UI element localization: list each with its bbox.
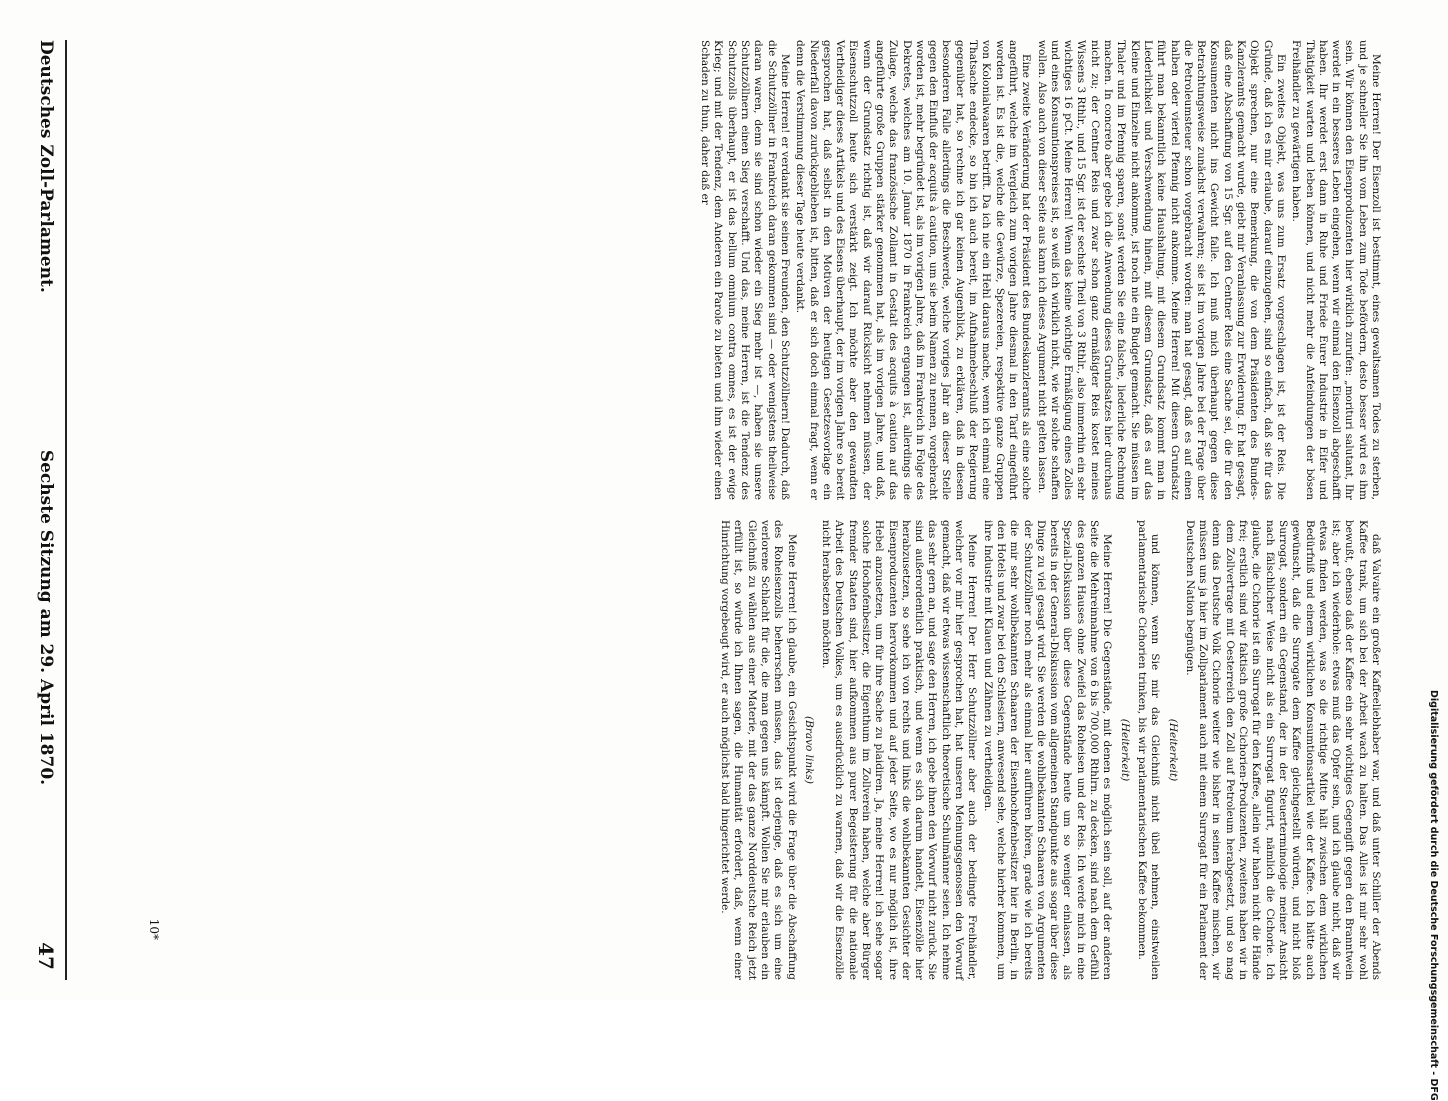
page-number: 47 <box>34 942 58 970</box>
left-column <box>82 520 1382 980</box>
paragraph: (Bravo links) <box>802 715 815 784</box>
paragraph: daß Valvaire ein großer Kaffeeliebhaber war, und daß unter Schiller der Abends Kaffee trank, um sich bei der Arbeit wach zu halten. Das Alles ist mir sehr wohl bewußt, ebenso daß der Kaffee ein sehr wichtiges Gegengift gegen den Branntwein ist; aber ich wiederhole: etwas muß das Opfer sein, und ich glaube nicht, daß wir etwas finden werden, was so die richtige Mitte hält zwischen dem wirklichen Bedürfniß und einem wirklichen Konsumtionsartikel wie der Kaffee. Ich hätte auch gewünscht, daß die Surrogate dem Kaffee gleichgestellt würden, und nicht bloß Surrogat, sondern ein Gegenstand, der in der Steuerterminologie meiner Ansicht nach fälschlicher Weise nicht als ein Surrogat figurirt, nämlich die Cichorie. Ich glaube, die Cichorie ist ein Surrogat für den Kaffee, allein wir haben nicht die Hände frei; erstlich sind wir faktisch große Cichorien-Produzenten, zweitens haben wir in dem Zollvertrage mit Oesterreich den Zoll auf Petroleum herabgesetzt, und so mag denn das Deutsche Volk Cichorie weiter wie bisher in seinen Kaffee mischen, wir müssen uns ja hier im Zollparlament auch mit einem Surrogat für ein Parlament der Deutschen Nation begnügen. <box>1183 520 1382 980</box>
page-header <box>29 40 63 970</box>
header-left: Deutsches Zoll-Parlament. <box>36 40 56 293</box>
rotated-newspaper-page <box>17 0 1412 1000</box>
paragraph: Meine Herren! Der Herr Schutzzöllner aber auch der bedingte Freihändler, welcher vor mir hier gesprochen hat, hat unseren Meinungsgenossen den Vorwurf gemacht, daß wir etwas wissenschaftlich theoretische Schulmänner seien. Ich nehme das sehr gern an, und sage den Herren, ich gebe ihnen den Vorwurf nicht zurück. Sie sind außerordentlich praktisch, und wenn es sich darum handelt, Eisenzölle hier herabzusetzen, so sehe ich von rechts und links die wohlbekannten Gesichter der Eisenproduzenten hervorkommen und auf jeder Seite, wo es nur möglich ist, ihre Hebel anzusetzen, um für ihre Sache zu plaidiren. Ja, meine Herren! ich sehe sogar solche Hochofenbesitzer, die Eigenthum im Zollverein haben, welche aber Bürger fremder Staaten sind, hier aufkommen aus purer Begeisterung für die nationale Arbeit des Deutschen Volkes, um es ausdrücklich zu warnen, daß wir die Eisenzölle nicht herabsetzen möchten. <box>820 520 979 980</box>
paragraph: Meine Herren! er verdankt sie seinen Freunden, den Schutzzöllnern! Dadurch, daß die Schutzzöllner in Frankreich daran gekommen sind — oder wenigstens theilweise daran waren, denn sie sind schon wieder ein Sieg mehr ist —, haben sie unsere Schutzzöllnern einen Sieg verschafft. Und das, meine Herren, ist die Tendenz des Schutzzolls überhaupt, er ist das bellum omnium contra omnes, es ist der ewige Krieg; und mit der Tendenz, dem Anderen ein Parole zu bieten und ihm wieder einen Schaden zu thun, daher daß er <box>699 40 791 500</box>
paragraph: Meine Herren! ich glaube, ein Gesichtspunkt wird die Frage über die Abschaffung des Roheisenzolls beherrschen müssen, das ist derjenige, daß es sich um eine verlorene Schlacht für die, die man gegen uns kämpft. Wollen Sie mir erlauben ein Gleichniß zu wählen aus einer Materie, mit der das ganze Norddeutsche Reich jetzt erfüllt ist, so würde ich Ihnen sagen, die Humanität erfordert, daß, wenn einer Hinrichtung vorgebeugt wird, er auch möglichst bald hingerichtet werde. <box>719 520 798 980</box>
paragraph: (Heiterkeit) <box>1118 718 1131 782</box>
paragraph: Eine zweite Veränderung hat der Präsident des Bundeskanzleramts als eine solche angeführt, welche im Vergleich zum vorigen Jahre diesmal in den Tarif eingeführt worden ist. Es ist die, welche die Gewürze, Spezereien, respektive ganze Gruppen von Kolonialwaaren betrifft. Da ich nie ein Hehl daraus mache, wenn ich einmal eine Thatsache endecke, so bin ich auch bereit, im Aufnahmebeschluß der Regierung gegenüber hat, so rechne ich gar keinen Augenblick, zu erklären, daß in diesem besonderen Falle allerdings die Beschwerde, welche voriges Jahr an dieser Stelle gegen den Einfluß der acquits à caution, um sie beim Namen zu nennen, vorgebracht worden ist, mehr begründet ist, als im vorigen Jahre, daß im Frankreich in Folge des Dekretes, welches am 10. Januar 1870 in Frankreich ergangen ist, allerdings die Zulage, welche das französische Zollamt in Gestalt des acquits à caution auf das angeführte große Gruppen stärker genommen hat, als im vorigen Jahre, und daß, wenn der Grundsatz richtig ist, daß wir darauf Rücksicht nehmen müssen, der Eisenschutzzoll heute sich verstärkt zeigt. Ich möchte aber den gewandten Vertheidiger dieses Artikels und des Eisens überhaupt, der im vorigen Jahre so bereit gesprochen hat, daß selbst in den Motiven der heutigen Gesetzesvorlage ein Niederfall davon zurückgeblieben ist, bitten, daß er sich doch einmal fragt, wenn er denn die Verstimmung dieser Tage heute verdankt. <box>794 40 1033 500</box>
paragraph: Ein zweites Objekt, was uns zum Ersatz vorgeschlagen ist, ist der Reis. Die Gründe, daß ich es mir erlaube, darauf einzugehen, sind so einfach, daß sie für das Objekt sprechen, nur eine Bemerkung, die von dem Präsidenten des Bundes-Kanzleramts gemacht wurde, giebt mir Veranlassung zur Erwiderung. Er hat gesagt, daß eine Abschaffung von 15 Sgr. auf den Centner Reis eine Sache sei, die für den Konsumenten nicht ins Gewicht falle. Ich muß mich überhaupt gegen diese Betrachtungsweise zunächst verwahren; sie ist im vorigen Jahre bei der Frage über die Petroleumsteuer schon vorgebracht worden: man hat gesagt, daß es auf einen halben oder viertel Pfennig nicht ankomme. Meine Herren! Mit diesem Grundsatz führt man bekanntlich keine Haushaltung, mit diesem Grundsatz kommt man in Liederlichkeit und Verschwendung hinein, mit diesem Grundsatz, daß es auf das Kleine und Einzelne nicht ankomme, ist noch nie ein Budget gemacht. Sie müssen im Thaler und im Pfennig sparen, sonst werden Sie eine falsche, liederliche Rechnung machen. In concreto aber gebe ich die Anwendung dieses Grundsatzes hier durchaus nicht zu; der Centner Reis und zwar schon ganz ermäßigter Reis kostet meines Wissens 3 Rthlr., und 15 Sgr. ist der sechste Theil von 3 Rthlr., also immerhin ein sehr wichtiges 16 pCt. Meine Herren! Wenn das keine wichtige Ermäßigung eines Zolles und eines Konsumtionspreises ist, so weiß ich wirklich nicht, wie wir solche schaffen wollen. Also auch von dieser Seite aus kann ich dieses Argument nicht gelten lassen. <box>1035 40 1287 500</box>
paragraph: (Heiterkeit) <box>1166 718 1179 782</box>
header-center: Sechste Sitzung am 29. April 1870. <box>36 449 56 786</box>
dfg-note-text: Digitalisierung gefördert durch die Deutsche Forschungsgemeinschaft - DFG <box>1428 690 1439 1101</box>
signature-mark: 10* <box>147 918 161 940</box>
paragraph: Meine Herren! Die Gegenstände, mit denen es möglich sein soll, auf der anderen Seite die Mehreinnahme von 6 bis 700,000 Rthlrn. zu decken, sind nach dem Gefühl des ganzen Hauses ohne Zweifel das Roheisen und der Reis. Ich werde mich in eine Spezial-Diskussion über diese Gegenstände heute um so weniger einlassen, als bereits in der General-Diskussion vom allgemeinen Standpunkte aus sogar über diese Dinge zu viel gesagt wird. Sie werden die wohlbekannten Schaaren von Argumenten der Schutzzöllner noch mehr als einmal hier aufführen hören, grade wie ich bereits die mir sehr wohlbekannten Schaaren der Eisenhochofenbesitzer hier in Berlin, in den Hotels und zwar bei den Schlesiern, anwesend sehe, welche hierher kommen, um ihre Industrie mit Klauen und Zähnen zu vertheidigen. <box>981 520 1114 980</box>
dfg-side-note <box>1425 690 1441 1101</box>
right-column <box>82 40 1382 500</box>
paragraph: Meine Herren! Der Eisenzoll ist bestimmt, eines gewaltsamen Todes zu sterben, und je schneller Sie ihn vom Leben zum Tode befördern, desto besser wird es ihm sein. Wir können den Eisenproduzenten hier wirklich zurufen: „morituri salutant, Ihr werdet in ein besseres Leben eingehen, wenn wir einmal den Eisenzoll abgeschafft haben. Ihr werdet erst dann in Ruhe und Friede Eurer Industrie in Eifer und Thätigkeit warten und leben können, und nicht mehr die Anfeindungen der bösen Freihändler zu gewärtigen haben. <box>1290 40 1382 500</box>
header-rule <box>65 40 67 980</box>
paragraph: und können, wenn Sie mir das Gleichniß nicht übel nehmen, einstweilen parlamentarische Cichorien trinken, bis wir parlamentarischen Kaffee bekommen. <box>1135 520 1162 980</box>
